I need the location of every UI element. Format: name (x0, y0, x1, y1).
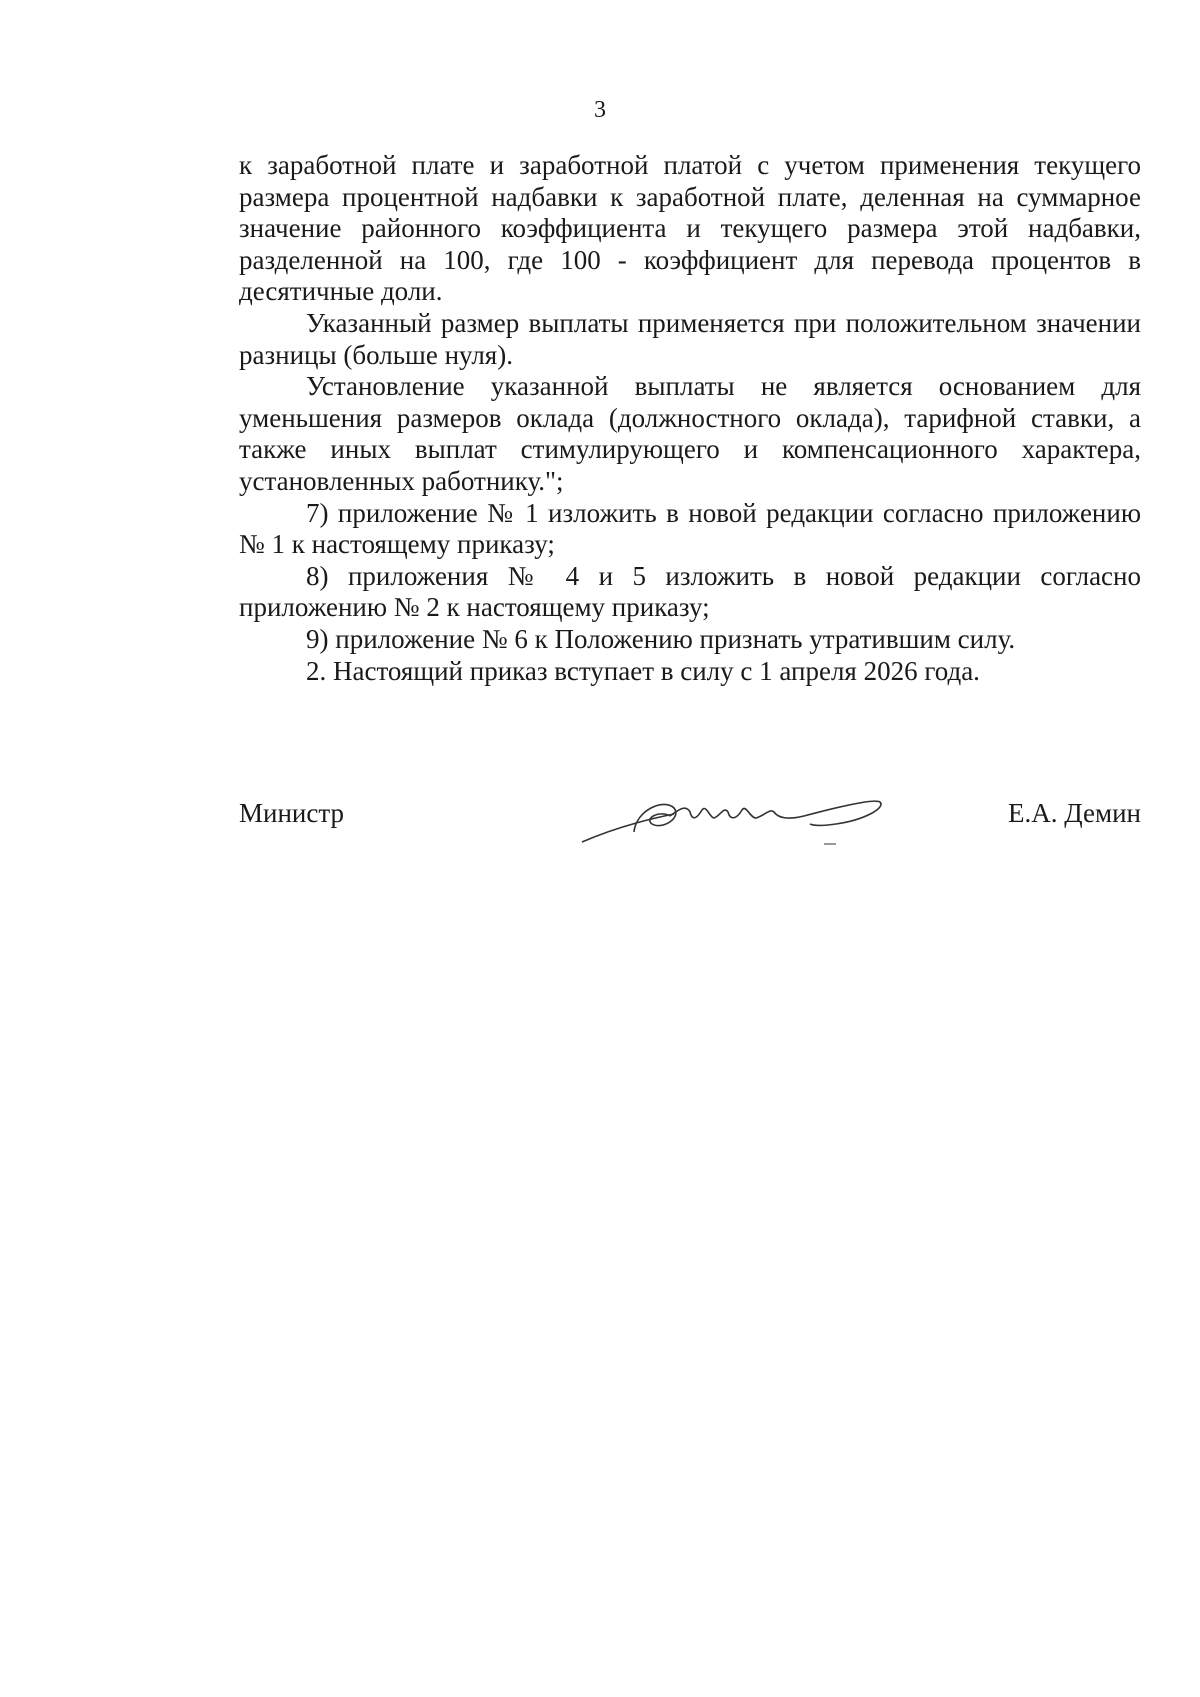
handwritten-signature (574, 780, 914, 860)
signature-block (239, 780, 1141, 860)
paragraph-payment-establishment: Установление указанной выплаты не является основанием для уменьшения размеров оклада (должностного оклада), тарифной ставки, а также иных выплат стимулирующего и компенсационного характера, установленных работнику."; (239, 371, 1141, 496)
list-item-8: 8) приложения № 4 и 5 изложить в новой редакции согласно приложению № 2 к настоящему приказу; (239, 560, 1141, 623)
paragraph-payment-condition: Указанный размер выплаты применяется при положительном значении разницы (больше нуля). (239, 307, 1141, 370)
document-body (239, 150, 1141, 687)
signatory-title: Министр (239, 798, 344, 828)
paragraph-effective-date: 2. Настоящий приказ вступает в силу с 1 апреля 2026 года. (306, 655, 980, 686)
page-number: 3 (594, 97, 606, 123)
list-item-7: 7) приложение № 1 изложить в новой редакции согласно приложению № 1 к настоящему приказу; (239, 497, 1141, 560)
signatory-name: Е.А. Демин (1008, 798, 1141, 828)
paragraph-continuation: к заработной плате и заработной платой с учетом применения текущего размера процентной надбавки к заработной плате, деленная на суммарное значение районного коэффициента и текущего размера этой надбавки, разделенной на 100, где 100 - коэффициент для перевода процентов в десятичные доли. (239, 150, 1141, 307)
list-item-9: 9) приложение № 6 к Положению признать утратившим силу. (306, 623, 1016, 654)
